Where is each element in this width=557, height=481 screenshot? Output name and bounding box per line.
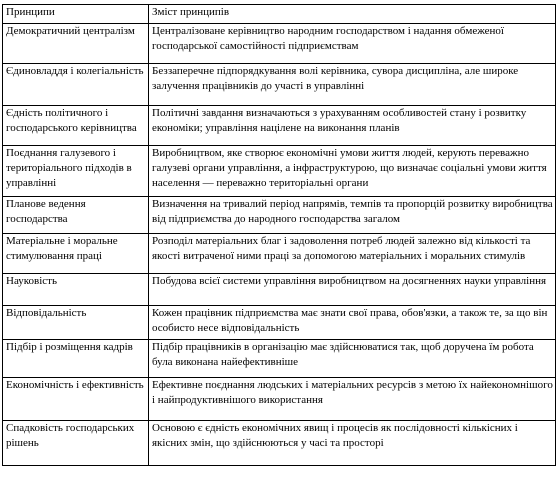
header-principles: Принципи [3, 5, 149, 24]
principle-cell: Єдність політичного і господарського керівництва [3, 106, 149, 146]
content-cell: Підбір працівників в організацію має здійснюватися так, щоб доручена їм робота була виконана найефективніше [149, 340, 556, 378]
principle-cell: Науковість [3, 274, 149, 306]
principles-table [2, 4, 556, 466]
content-cell: Визначення на тривалий період напрямів, темпів та пропорцій розвитку виробництва від підприємства до народного господарства загалом [149, 197, 556, 234]
principle-cell: Спадковість господарських рішень [3, 421, 149, 466]
table-row [3, 421, 556, 466]
principle-cell: Підбір і розміщення кадрів [3, 340, 149, 378]
content-cell: Побудова всієї системи управління виробництвом на досягненнях науки управління [149, 274, 556, 306]
content-cell: Виробництвом, яке створює економічні умови життя людей, керують переважно галузеві органи управління, а інфраструктурою, що визначає соціальні умови життя населення — переважно територіальні органи [149, 146, 556, 197]
table-row [3, 306, 556, 340]
content-cell: Основою є єдність економічних явищ і процесів як послідовності кількісних і якісних змін, що здійснюються у часі та просторі [149, 421, 556, 466]
header-content: Зміст принципів [149, 5, 556, 24]
table-row [3, 197, 556, 234]
table-row [3, 106, 556, 146]
content-cell: Ефективне поєднання людських і матеріальних ресурсів з метою їх найекономнішого і найпродуктивнішого використання [149, 378, 556, 421]
principle-cell: Єдиновладдя і колегіальність [3, 64, 149, 106]
table-row [3, 234, 556, 274]
content-cell: Кожен працівник підприємства має знати свої права, обов'язки, а також те, за що він особисто несе відповідальність [149, 306, 556, 340]
content-cell: Розподіл матеріальних благ і задоволення потреб людей залежно від кількості та якості витраченої ними праці за допомогою матеріальних і моральних стимулів [149, 234, 556, 274]
content-cell: Централізоване керівництво народним господарством і надання обмеженої господарської самостійності підприємствам [149, 24, 556, 64]
table-row [3, 146, 556, 197]
content-cell: Беззаперечне підпорядкування волі керівника, сувора дисципліна, але широке залучення працівників до участі в управлінні [149, 64, 556, 106]
table-row [3, 378, 556, 421]
header-row [3, 5, 556, 24]
principle-cell: Матеріальне і моральне стимулювання праці [3, 234, 149, 274]
table-row [3, 64, 556, 106]
principle-cell: Відповідальність [3, 306, 149, 340]
table-row [3, 24, 556, 64]
table-row [3, 274, 556, 306]
table-row [3, 340, 556, 378]
principle-cell: Демократичний централізм [3, 24, 149, 64]
content-cell: Політичні завдання визначаються з урахуванням особливостей стану і розвитку економіки; управління націлене на виконання планів [149, 106, 556, 146]
principle-cell: Економічність і ефективність [3, 378, 149, 421]
principle-cell: Поєднання галузевого і територіального підходів в управлінні [3, 146, 149, 197]
principle-cell: Планове ведення господарства [3, 197, 149, 234]
